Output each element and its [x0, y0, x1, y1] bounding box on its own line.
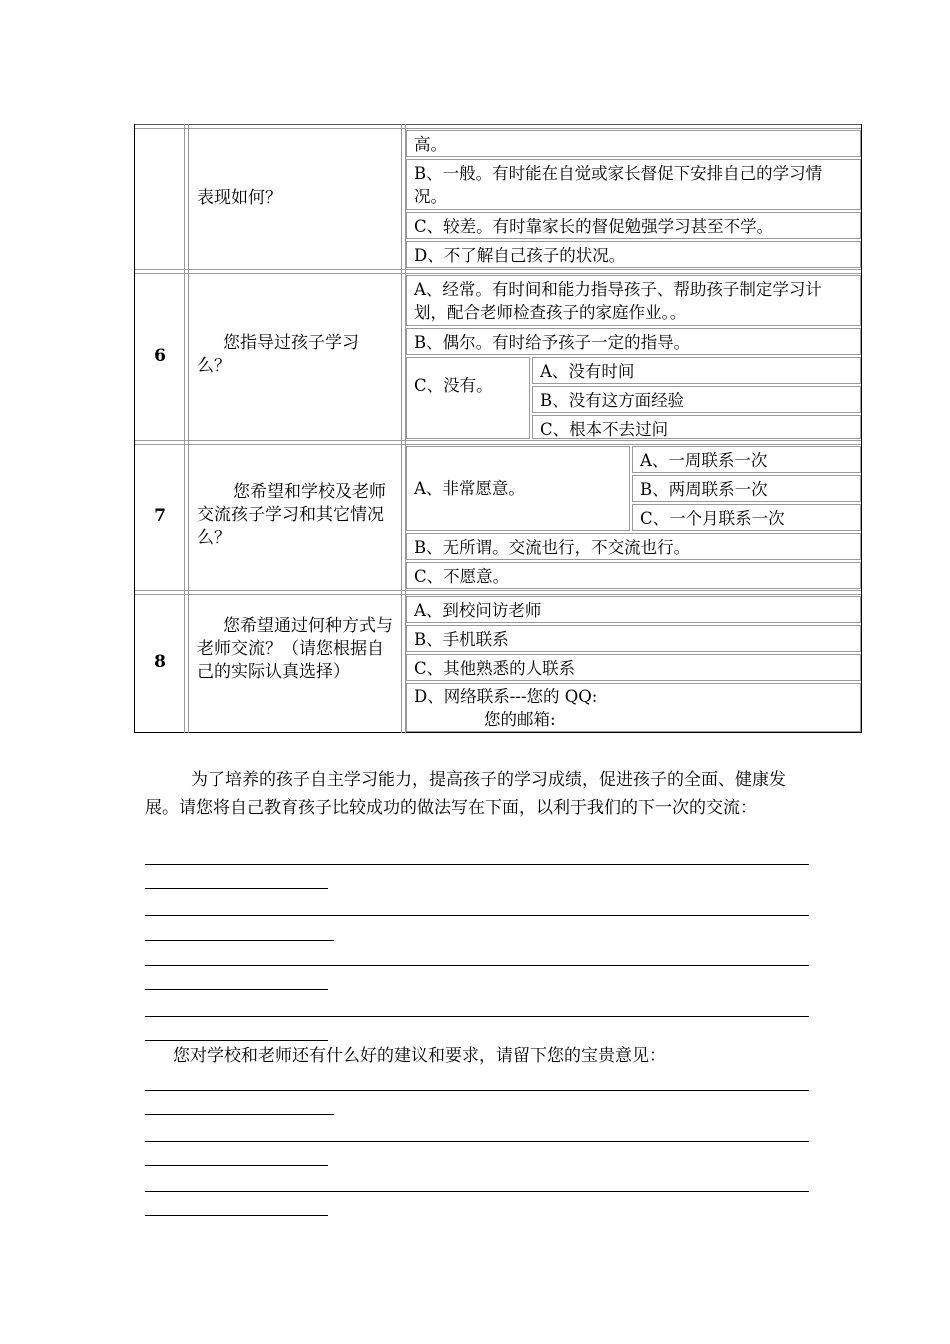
answer-line[interactable] [145, 1016, 809, 1017]
paragraph-experience-prompt: 为了培养的孩子自主学习能力，提高孩子的学习成绩，促进孩子的全面、健康发展。请您将自己教育孩子比较成功的做法写在下面，以利于我们的下一次的交流： [145, 770, 786, 818]
option-7-a: A、非常愿意。 [406, 446, 630, 531]
option-5-c: C、较差。有时靠家长的督促勉强学习甚至不学。 [406, 212, 861, 239]
option-8-d [406, 683, 861, 732]
option-8-b: B、手机联系 [406, 625, 861, 652]
question-6-text: 您指导过孩子学习么？ [197, 333, 359, 376]
question-8-text: 您希望通过何种方式与老师交流？（请您根据自己的实际认真选择） [197, 616, 393, 682]
answer-line[interactable] [145, 915, 809, 916]
option-7-a-sub-c: C、一个月联系一次 [632, 504, 861, 531]
option-6-c-sub-c: C、根本不去过问 [532, 415, 861, 439]
answer-line[interactable] [145, 940, 334, 941]
option-6-c: C、没有。 [406, 357, 530, 439]
survey-table [134, 124, 862, 733]
option-8-c: C、其他熟悉的人联系 [406, 654, 861, 681]
option-5-a-tail: 高。 [406, 130, 861, 157]
question-5-text: 表现如何？ [197, 188, 282, 208]
answer-line[interactable] [145, 1114, 334, 1115]
option-8-d-qq: D、网络联系---您的 QQ: [414, 687, 598, 706]
answer-line[interactable] [145, 1040, 328, 1041]
answer-line[interactable] [145, 1141, 809, 1142]
answer-line[interactable] [145, 989, 328, 990]
paragraph-suggestion-prompt: 您对学校和老师还有什么好的建议和要求，请留下您的宝贵意见： [173, 1046, 666, 1066]
question-7-text: 您希望和学校及老师交流孩子学习和其它情况么？ [197, 482, 386, 548]
option-6-a: A、经常。有时间和能力指导孩子、帮助孩子制定学习计划，配合老师检查孩子的家庭作业。。 [406, 275, 861, 326]
answer-line[interactable] [145, 1215, 328, 1216]
option-6-c-sub-a: A、没有时间 [532, 357, 861, 384]
question-6-number: 6 [154, 346, 166, 366]
answer-line[interactable] [145, 864, 809, 865]
answer-line[interactable] [145, 1191, 809, 1192]
option-8-a: A、到校问访老师 [406, 596, 861, 623]
answer-line[interactable] [145, 1090, 809, 1091]
option-6-b: B、偶尔。有时给予孩子一定的指导。 [406, 328, 861, 355]
option-7-b: B、无所谓。交流也行，不交流也行。 [406, 533, 861, 560]
question-8-number: 8 [154, 652, 166, 672]
option-5-b: B、一般。有时能在自觉或家长督促下安排自己的学习情况。 [406, 159, 861, 210]
option-6-c-sub-b: B、没有这方面经验 [532, 386, 861, 413]
option-7-a-sub-a: A、一周联系一次 [632, 446, 861, 473]
option-7-a-sub-b: B、两周联系一次 [632, 475, 861, 502]
option-7-c: C、不愿意。 [406, 562, 861, 589]
answer-line[interactable] [145, 965, 809, 966]
answer-line[interactable] [145, 1165, 328, 1166]
answer-line[interactable] [145, 888, 328, 889]
option-5-d: D、不了解自己孩子的状况。 [406, 241, 861, 268]
option-8-d-email: 您的邮箱: [484, 710, 556, 729]
question-7-number: 7 [154, 506, 166, 526]
